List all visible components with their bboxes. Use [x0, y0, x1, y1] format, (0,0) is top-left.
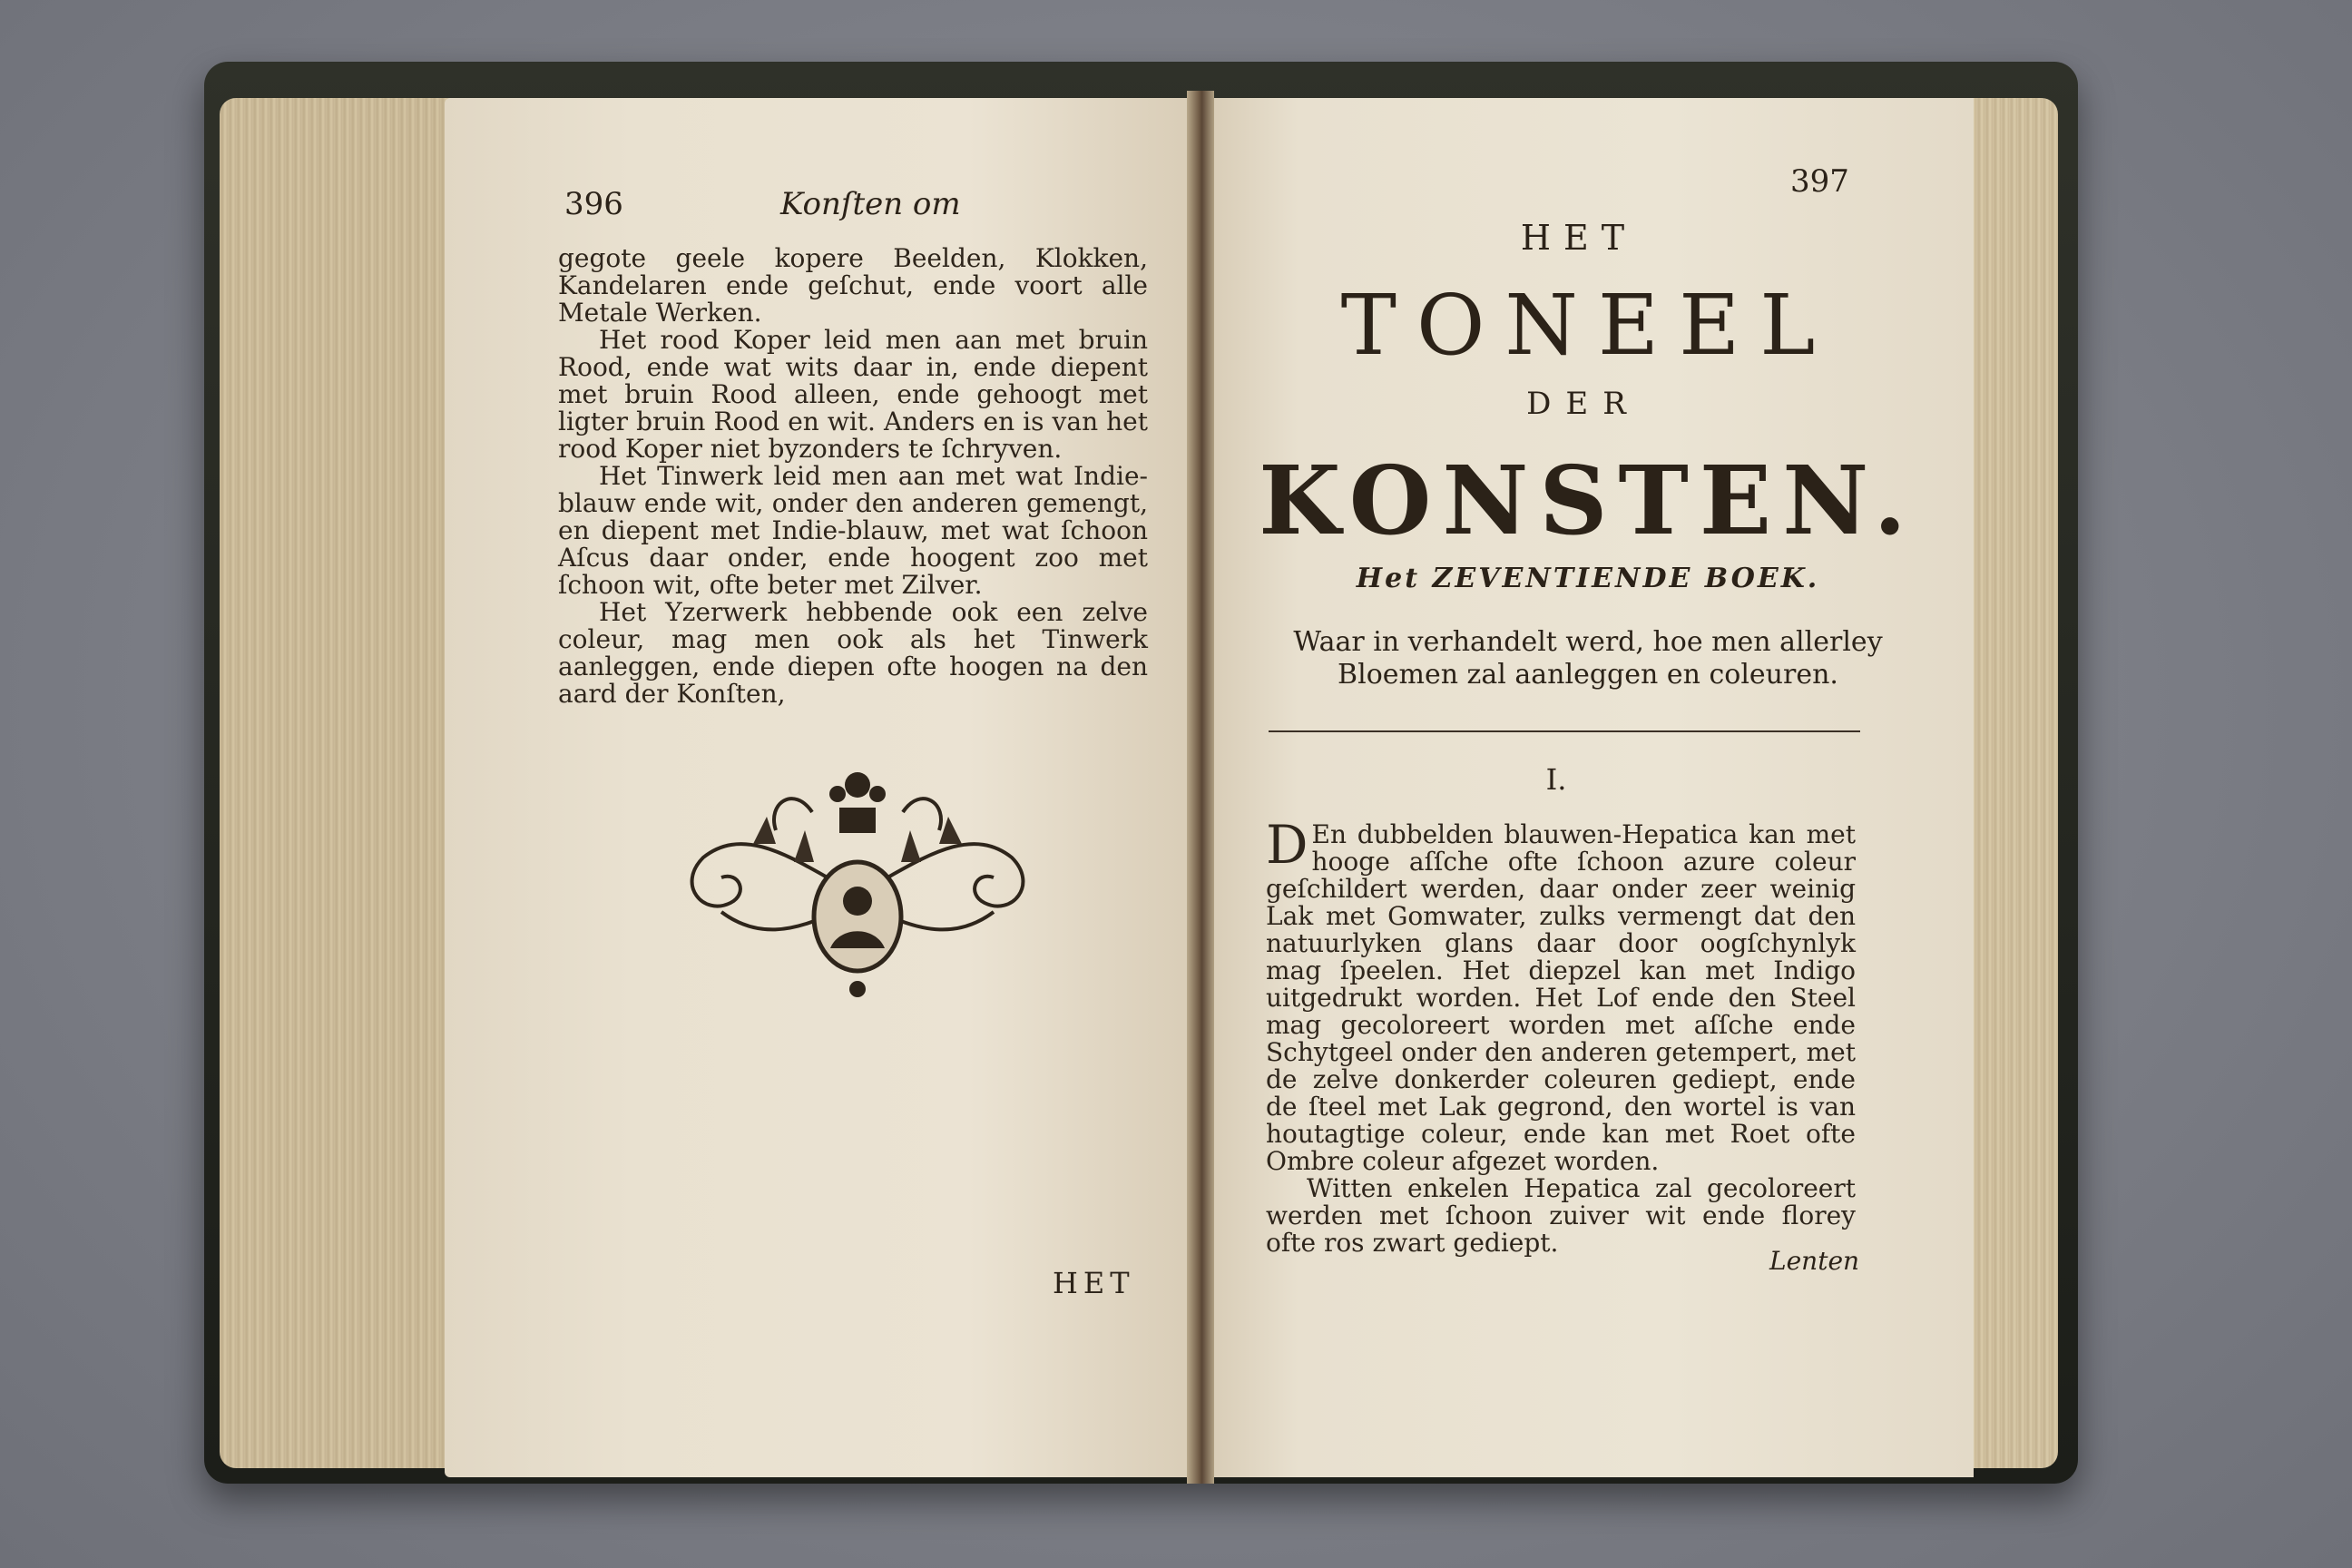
- left-catchword: HET: [1053, 1266, 1135, 1300]
- left-running-head: Konſten om: [780, 186, 961, 222]
- book-subtitle: Het ZEVENTIENDE BOEK.: [1356, 563, 1820, 594]
- divider-rule: [1269, 730, 1860, 732]
- right-page-text: [1266, 814, 1856, 1258]
- book-gutter: [1187, 91, 1214, 1484]
- chapter-description: Waar in verhandelt werd, hoe men allerley Bloemen zal aanleggen en coleuren.: [1293, 626, 1883, 691]
- page-edges-left: [220, 98, 454, 1468]
- left-paragraph-2: Het rood Koper leid men aan met bruin Rood, ende wat wits daar in, ende diepent met bruin Rood alleen, ende gehoogt met ligter bruin Rood en wit. Anders en is van het rood Koper niet byzonders te ſchryven.: [558, 325, 1148, 464]
- title-konsten: KONSTEN.: [1259, 445, 1917, 556]
- right-paragraph-1: [1266, 814, 1856, 1176]
- title-het: HET: [1520, 218, 1638, 258]
- page-edges-right: [1960, 98, 2058, 1468]
- right-paragraph-2: Witten enkelen Hepatica zal gecoloreert werden met ſchoon zuiver wit ende florey ofte ros zwart gediept.: [1266, 1173, 1856, 1258]
- title-der: DER: [1526, 386, 1641, 422]
- left-paragraph-1: gegote geele kopere Beelden, Klokken, Kandelaren ende geſchut, ende voort alle Metale Werken.: [558, 243, 1148, 328]
- left-page-text: [558, 245, 1148, 708]
- drop-cap: D: [1266, 814, 1308, 876]
- section-number: I.: [1545, 762, 1567, 797]
- left-paragraph-4: Het Yzerwerk hebbende ook een zelve coleur, mag men ook als het Tinwerk aanleggen, ende diepen ofte hoogen na den aard der Konſten,: [558, 597, 1148, 709]
- right-page-number: 397: [1790, 163, 1849, 200]
- left-page-number: 396: [564, 186, 623, 222]
- right-catchword: Lenten: [1769, 1246, 1860, 1276]
- portrait-ornament-illustration: [667, 758, 1048, 1003]
- title-toneel: TONEEL: [1340, 277, 1836, 374]
- right-paragraph-1-text: En dubbelden blauwen-Hepatica kan met hooge aſſche ofte ſchoon azure coleur geſchildert werden, daar onder zeer weinig Lak met Gomwater, zulks vermengt dat den natuurlyken glans daar door oogſchynlyk mag ſpeelen. Het diepzel kan met Indigo uitgedrukt worden. Het Lof ende den Steel mag gecoloreert worden met aſſche ende Schytgeel onder den anderen getempert, met de zelve donkerder coleuren gediept, ende de ſteel met Lak gegrond, den wortel is van houtagtige coleur, ende kan met Roet ofte Ombre coleur afgezet worden.: [1266, 819, 1856, 1176]
- left-paragraph-3: Het Tinwerk leid men aan met wat Indie-blauw ende wit, onder den anderen gemengt, en diepent met Indie-blauw, met wat ſchoon Aſcus daar onder, ende hoogent zoo met ſchoon wit, ofte beter met Zilver.: [558, 461, 1148, 600]
